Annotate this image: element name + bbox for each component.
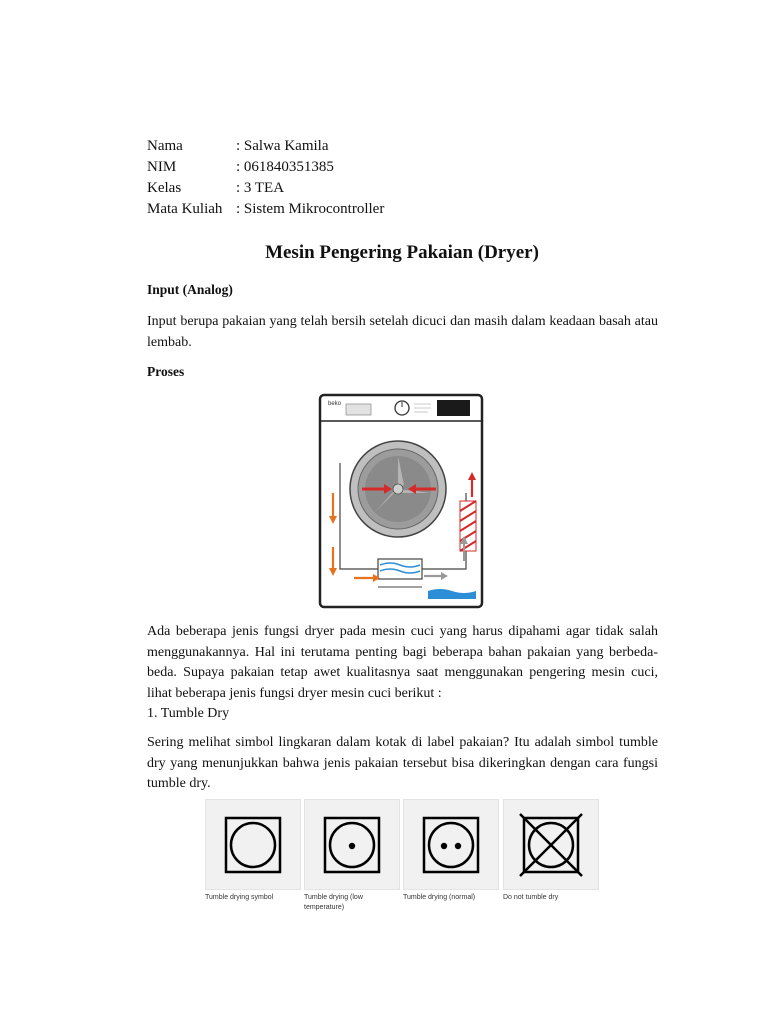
do-not-tumble-dry-icon xyxy=(519,813,583,877)
display-screen xyxy=(437,400,470,416)
symbol-caption: Do not tumble dry xyxy=(503,894,559,901)
identity-key: NIM xyxy=(147,159,177,175)
identity-value: : 3 TEA xyxy=(236,180,285,196)
symbol-tumble-dry xyxy=(205,799,301,903)
identity-value: : 061840351385 xyxy=(236,159,334,175)
identity-row-nama xyxy=(147,136,384,157)
symbol-card xyxy=(205,799,301,890)
symbol-card xyxy=(403,799,499,890)
proses-heading: Proses xyxy=(147,364,185,379)
tumble-dry-heading: 1. Tumble Dry xyxy=(147,706,230,721)
identity-block xyxy=(147,136,384,220)
symbol-tumble-dry-normal xyxy=(403,799,499,903)
symbol-card xyxy=(304,799,400,890)
input-paragraph: Input berupa pakaian yang telah bersih setelah dicuci dan masih dalam keadaan basah atau lembab. xyxy=(147,314,658,350)
symbol-do-not-tumble-dry xyxy=(503,799,599,903)
laundry-symbols xyxy=(205,799,599,929)
identity-key: Kelas xyxy=(147,180,182,196)
page-title: Mesin Pengering Pakaian (Dryer) xyxy=(265,242,539,263)
symbol-caption: Tumble drying (low temperature) xyxy=(304,894,363,911)
proses-paragraph: Ada beberapa jenis fungsi dryer pada mesin cuci yang harus dipahami agar tidak salah menggunakannya. Hal ini terutama penting bagi beberapa bahan pakaian yang berbeda- beda. Supaya pakaian tetap awet kualitasnya saat menggunakan pengering mesin cuci, lihat beberapa jenis fungsi dryer mesin cuci berikut : xyxy=(147,624,658,701)
identity-row-mata-kuliah xyxy=(147,199,384,220)
detergent-drawer xyxy=(346,404,371,415)
brand-label: beko xyxy=(328,401,342,407)
symbol-card xyxy=(503,799,599,890)
dryer-machine-icon xyxy=(318,393,484,609)
identity-key: Mata Kuliah xyxy=(147,201,223,217)
symbol-caption: Tumble drying (normal) xyxy=(403,894,476,901)
tumble-dry-low-icon xyxy=(322,815,382,875)
identity-row-kelas xyxy=(147,178,384,199)
identity-key: Nama xyxy=(147,138,183,154)
tumble-dry-icon xyxy=(223,815,283,875)
symbol-tumble-dry-low xyxy=(304,799,400,913)
identity-value: : Sistem Mikrocontroller xyxy=(236,201,385,217)
identity-row-nim xyxy=(147,157,384,178)
tumble-dry-normal-icon xyxy=(421,815,481,875)
identity-value: : Salwa Kamila xyxy=(236,138,329,154)
symbol-caption: Tumble drying symbol xyxy=(205,894,274,901)
input-heading: Input (Analog) xyxy=(147,282,233,297)
drum-hub xyxy=(393,484,403,494)
tumble-dry-paragraph: Sering melihat simbol lingkaran dalam kotak di label pakaian? Itu adalah simbol tumble dry yang menunjukkan bahwa jenis pakaian tersebut bisa dikeringkan dengan cara fungsi tumble dry. xyxy=(147,735,658,791)
